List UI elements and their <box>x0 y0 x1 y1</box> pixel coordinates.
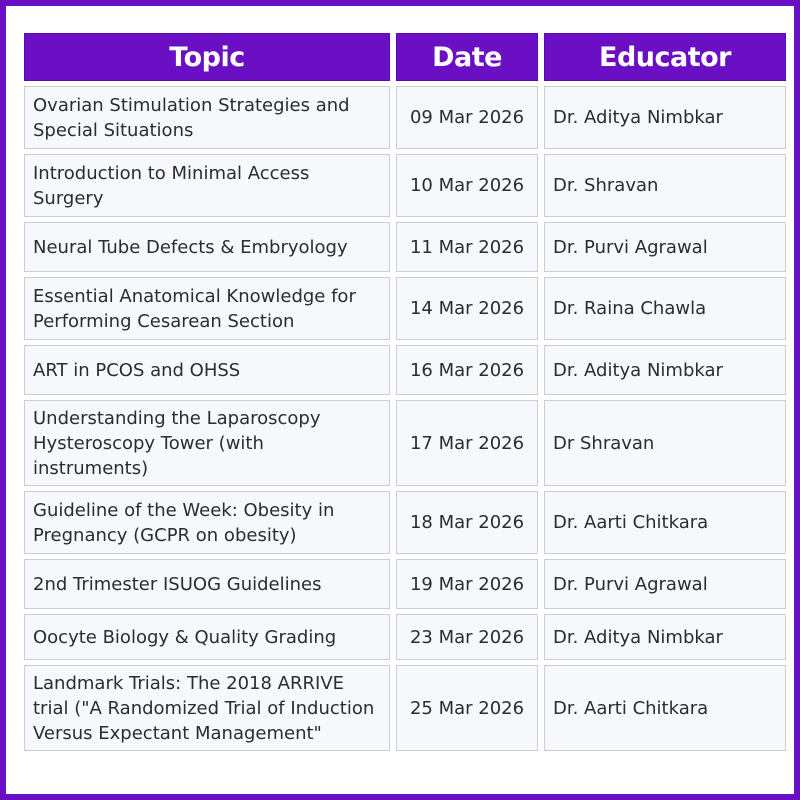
topic-cell: Landmark Trials: The 2018 ARRIVE trial ("A Randomized Trial of Induction Versus Expectant Management" <box>24 665 390 751</box>
educator-cell: Dr. Purvi Agrawal <box>544 222 786 272</box>
topic-cell: Neural Tube Defects & Embryology <box>24 222 390 272</box>
table-row <box>24 559 786 609</box>
date-cell: 25 Mar 2026 <box>396 665 538 751</box>
topic-cell: 2nd Trimester ISUOG Guidelines <box>24 559 390 609</box>
date-header: Date <box>396 33 538 81</box>
table-row <box>24 345 786 395</box>
table-row <box>24 222 786 272</box>
schedule-sheet <box>6 6 794 794</box>
date-cell: 16 Mar 2026 <box>396 345 538 395</box>
header-row <box>24 33 786 81</box>
educator-cell: Dr Shravan <box>544 400 786 486</box>
table-row <box>24 154 786 217</box>
topic-cell: Understanding the Laparoscopy Hysteroscopy Tower (with instruments) <box>24 400 390 486</box>
schedule-table <box>18 28 792 756</box>
date-cell: 10 Mar 2026 <box>396 154 538 217</box>
educator-cell: Dr. Shravan <box>544 154 786 217</box>
date-cell: 23 Mar 2026 <box>396 614 538 660</box>
educator-cell: Dr. Aarti Chitkara <box>544 665 786 751</box>
topic-cell: Guideline of the Week: Obesity in Pregnancy (GCPR on obesity) <box>24 491 390 554</box>
educator-cell: Dr. Aditya Nimbkar <box>544 86 786 149</box>
educator-cell: Dr. Aarti Chitkara <box>544 491 786 554</box>
topic-cell: Oocyte Biology & Quality Grading <box>24 614 390 660</box>
table-row <box>24 277 786 340</box>
topic-cell: Essential Anatomical Knowledge for Performing Cesarean Section <box>24 277 390 340</box>
educator-header: Educator <box>544 33 786 81</box>
table-row <box>24 614 786 660</box>
educator-cell: Dr. Raina Chawla <box>544 277 786 340</box>
table-row <box>24 86 786 149</box>
date-cell: 18 Mar 2026 <box>396 491 538 554</box>
educator-cell: Dr. Aditya Nimbkar <box>544 345 786 395</box>
topic-cell: Introduction to Minimal Access Surgery <box>24 154 390 217</box>
table-row <box>24 665 786 751</box>
educator-cell: Dr. Purvi Agrawal <box>544 559 786 609</box>
topic-cell: Ovarian Stimulation Strategies and Special Situations <box>24 86 390 149</box>
table-row <box>24 400 786 486</box>
date-cell: 17 Mar 2026 <box>396 400 538 486</box>
educator-cell: Dr. Aditya Nimbkar <box>544 614 786 660</box>
date-cell: 19 Mar 2026 <box>396 559 538 609</box>
date-cell: 11 Mar 2026 <box>396 222 538 272</box>
date-cell: 14 Mar 2026 <box>396 277 538 340</box>
date-cell: 09 Mar 2026 <box>396 86 538 149</box>
table-row <box>24 491 786 554</box>
topic-header: Topic <box>24 33 390 81</box>
topic-cell: ART in PCOS and OHSS <box>24 345 390 395</box>
